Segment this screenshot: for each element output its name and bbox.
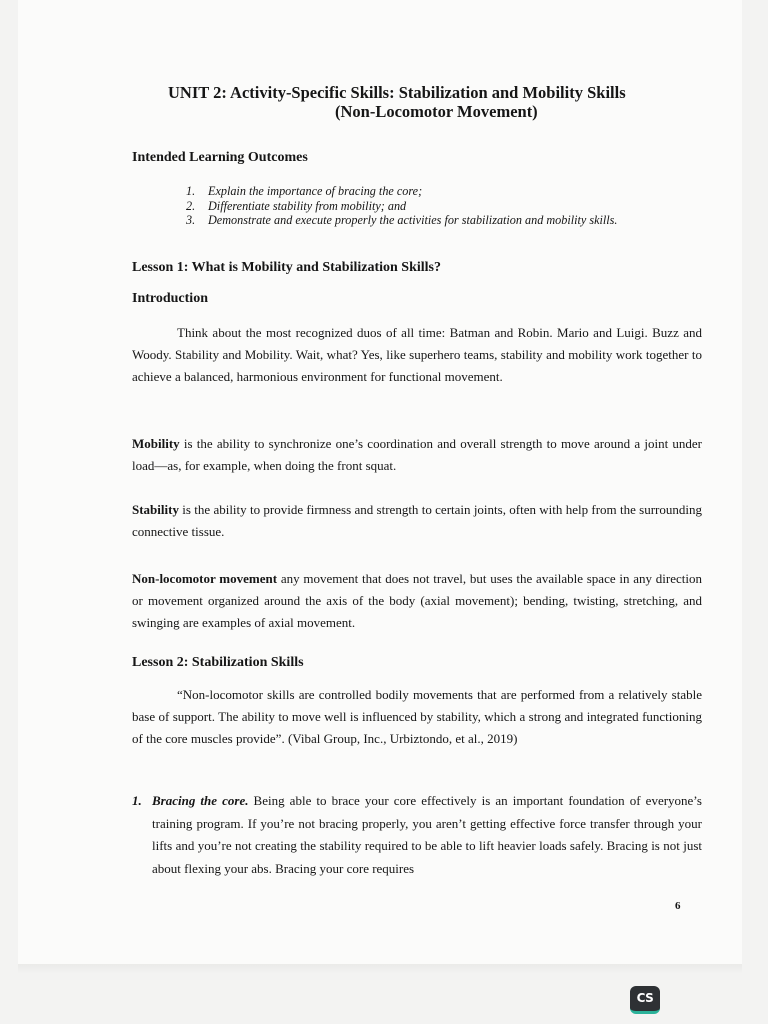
unit-subtitle: (Non-Locomotor Movement): [335, 102, 538, 121]
lesson2-quote-paragraph: “Non-locomotor skills are controlled bodily movements that are performed from a relatively stable base of support. The ability to move well is influenced by stability, which a strong and integrated functioning of the core muscles provide”. (Vibal Group, Inc., Urbiztondo, et al., 2019): [132, 687, 702, 746]
nonlocomotor-definition: Non-locomotor movement any movement that does not travel, but uses the available space in any direction or movement organized around the axis of the body (axial movement); bending, twisting, stretching, and swinging are examples of axial movement.: [132, 571, 703, 630]
stability-term: Stability: [132, 502, 179, 517]
learning-outcomes-heading: Intended Learning Outcomes: [132, 150, 308, 165]
mobility-term: Mobility: [132, 436, 180, 451]
list-item: 1. Explain the importance of bracing the core;: [186, 184, 423, 198]
camscanner-logo-icon: CS: [630, 986, 660, 1014]
unit-title: UNIT 2: Activity-Specific Skills: Stabilization and Mobility Skills: [168, 83, 626, 102]
learning-outcomes-list: [186, 184, 617, 228]
bracing-core-paragraph: Bracing the core. Being able to brace your core effectively is an important foundation of everyone’s training program. If you’re not bracing properly, you aren’t getting effective force transfer through your lifts and you’re not creating the stability required to be able to lift heavier loads safely. Bracing is not just about flexing your abs. Bracing your core requires: [152, 793, 702, 876]
nonlocomotor-term: Non-locomotor movement: [132, 571, 278, 586]
introduction-paragraph: Think about the most recognized duos of all time: Batman and Robin. Mario and Luigi. Buzz and Woody. Stability and Mobility. Wait, what? Yes, like superhero teams, stability and mobility work together to achieve a balanced, harmonious environment for functional movement.: [132, 325, 702, 384]
item-number: 1.: [132, 793, 142, 808]
list-item: 3. Demonstrate and execute properly the activities for stabilization and mobility skills.: [186, 213, 618, 227]
page-shadow: [18, 964, 742, 974]
lesson1-heading: Lesson 1: What is Mobility and Stabilization Skills?: [132, 260, 441, 275]
document-page: [18, 0, 742, 972]
lesson2-heading: Lesson 2: Stabilization Skills: [132, 655, 304, 670]
list-item: 2. Differentiate stability from mobility; and: [186, 198, 407, 213]
list-item: [132, 790, 702, 880]
page-number: 6: [675, 900, 681, 912]
mobility-definition: Mobility is the ability to synchronize one’s coordination and overall strength to move around a joint under load—as, for example, when doing the front squat.: [132, 436, 702, 473]
stability-definition: Stability is the ability to provide firmness and strength to certain joints, often with help from the surrounding connective tissue.: [132, 502, 702, 539]
bracing-core-title: Bracing the core.: [152, 793, 249, 808]
introduction-heading: Introduction: [132, 291, 208, 306]
